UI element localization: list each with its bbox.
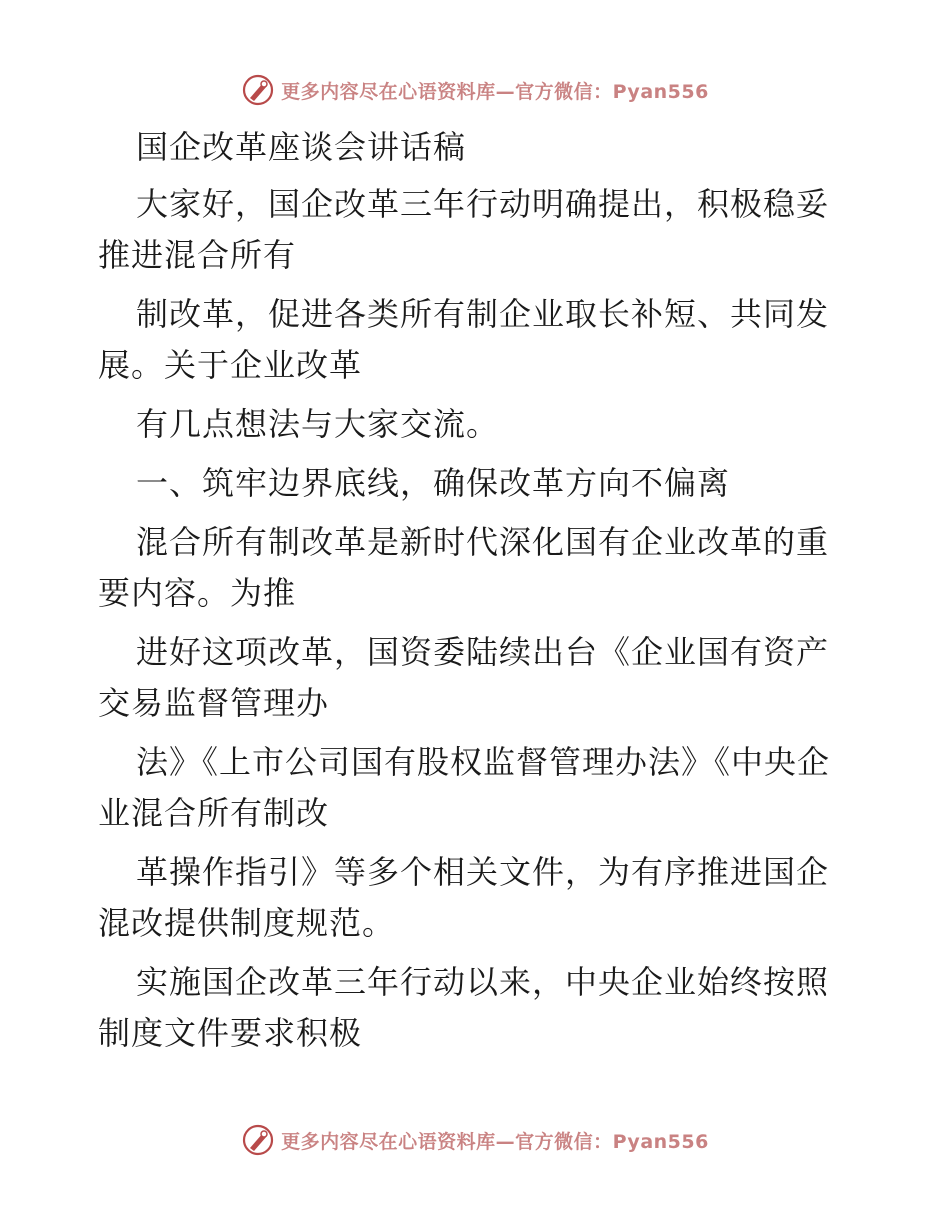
paragraph-1: 大家好，国企改革三年行动明确提出，积极稳妥推进混合所有 [98,185,830,274]
document-title: 国企改革座谈会讲话稿 [136,128,467,166]
pen-logo-icon [241,73,275,107]
header-banner [0,70,950,110]
paragraph-7: 革操作指引》等多个相关文件，为有序推进国企混改提供制度规范。 [98,853,830,942]
pen-logo-icon [241,1123,275,1157]
document-body [98,122,850,1067]
paragraph-6: 法》《上市公司国有股权监督管理办法》《中央企业混合所有制改 [98,743,831,832]
paragraph-5: 进好这项改革，国资委陆续出台《企业国有资产交易监督管理办 [98,633,830,722]
paragraph-2: 制改革，促进各类所有制企业取长补短、共同发展。关于企业改革 [98,295,830,384]
paragraph-3: 有几点想法与大家交流。 [136,405,500,443]
footer-banner [0,1120,950,1160]
section-heading-1: 一、筑牢边界底线，确保改革方向不偏离 [136,464,731,502]
paragraph-4: 混合所有制改革是新时代深化国有企业改革的重要内容。为推 [98,523,830,612]
footer-banner-text: 更多内容尽在心语资料库—官方微信：Pyan556 [281,1130,709,1153]
paragraph-8: 实施国企改革三年行动以来，中央企业始终按照制度文件要求积极 [98,963,830,1052]
header-banner-text: 更多内容尽在心语资料库—官方微信：Pyan556 [281,80,709,103]
